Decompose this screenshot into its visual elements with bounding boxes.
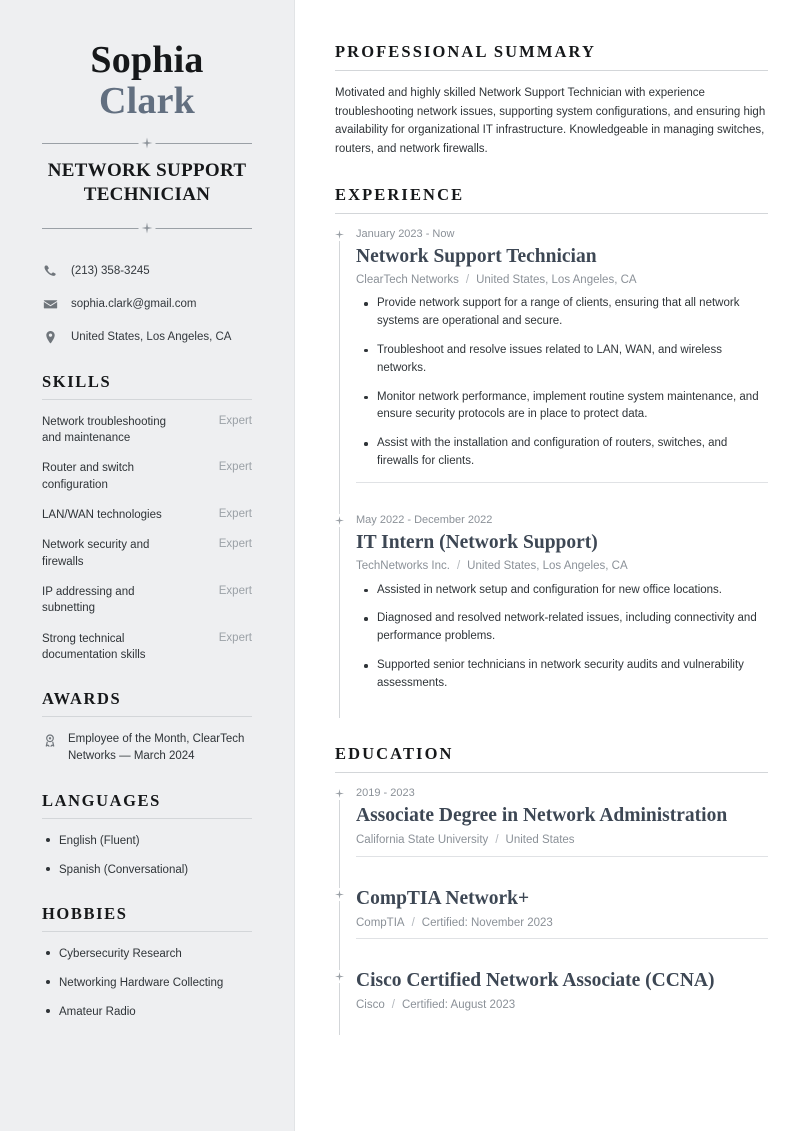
skill-level: Expert: [218, 584, 252, 597]
experience-heading-rule: [335, 213, 768, 214]
star-marker-icon: [335, 514, 344, 527]
skill-name: IP addressing and subnetting: [42, 585, 135, 615]
hobby-item: Networking Hardware Collecting: [42, 975, 252, 991]
skill-item: [42, 584, 252, 617]
language-item: English (Fluent): [42, 833, 252, 849]
skill-item: [42, 537, 252, 570]
job-headline: NETWORK SUPPORT TECHNICIAN: [47, 160, 247, 206]
experience-bullet: Supported senior technicians in network security audits and vulnerability assessments.: [356, 657, 768, 693]
section-experience: [335, 185, 768, 718]
contact-phone-value: (213) 358-3245: [71, 264, 150, 277]
skill-level: Expert: [218, 461, 252, 474]
experience-company: ClearTech Networks: [356, 273, 459, 286]
languages-list: [42, 833, 252, 878]
education-detail: Certified: August 2023: [401, 999, 516, 1012]
experience-timeline: [335, 227, 768, 718]
name-block: [42, 40, 252, 122]
skill-name: Strong technical documentation skills: [42, 632, 146, 661]
education-institution: CompTIA: [356, 916, 405, 929]
experience-item: [356, 227, 768, 513]
education-institution: Cisco: [356, 999, 385, 1012]
experience-heading: EXPERIENCE: [335, 184, 465, 204]
skill-level: Expert: [218, 508, 252, 520]
skills-heading-rule: [42, 399, 252, 400]
education-heading: EDUCATION: [335, 743, 454, 763]
skill-item: [42, 507, 252, 523]
skill-item: [42, 460, 252, 493]
section-awards: [42, 689, 252, 764]
sidebar: [0, 0, 295, 1131]
skill-level: Expert: [218, 631, 252, 644]
last-name: Clark: [99, 80, 195, 123]
section-education: [335, 744, 768, 1035]
summary-heading: PROFESSIONAL SUMMARY: [335, 42, 596, 61]
meta-separator: /: [411, 916, 415, 929]
skill-name: LAN/WAN technologies: [42, 509, 162, 521]
education-meta: [356, 833, 768, 849]
skill-level: Expert: [218, 414, 252, 427]
awards-heading-rule: [42, 716, 252, 717]
education-divider: [356, 938, 768, 939]
education-title: Cisco Certified Network Associate (CCNA): [356, 970, 715, 992]
star-marker-icon: [335, 228, 344, 241]
skill-name: Network troubleshooting and maintenance: [42, 415, 167, 445]
education-title: Associate Degree in Network Administration: [356, 804, 728, 826]
contact-phone[interactable]: [42, 263, 252, 280]
experience-bullet: Diagnosed and resolved network-related issues, including connectivity and performance problems.: [356, 610, 768, 646]
experience-bullet: Assisted in network setup and configuration for new office locations.: [356, 582, 768, 600]
contact-email[interactable]: [42, 296, 252, 313]
skills-heading: SKILLS: [42, 371, 112, 391]
education-meta: [356, 998, 768, 1014]
education-timeline: [335, 786, 768, 1035]
star-marker-icon: [335, 787, 344, 800]
experience-title: IT Intern (Network Support): [356, 532, 598, 554]
education-item: [356, 969, 768, 1035]
skill-item: [42, 631, 252, 664]
award-text: Employee of the Month, ClearTech Networks — March 2024: [68, 733, 245, 762]
hobbies-list: [42, 946, 252, 1020]
email-icon: [42, 296, 59, 313]
contact-list: [42, 263, 252, 346]
education-date: 2019 - 2023: [356, 786, 415, 799]
skill-item: [42, 414, 252, 447]
section-skills: [42, 372, 252, 664]
education-heading-rule: [335, 772, 768, 773]
experience-bullet: Troubleshoot and resolve issues related to LAN, WAN, and wireless networks.: [356, 342, 768, 378]
hobby-item: Amateur Radio: [42, 1004, 252, 1020]
skill-level: Expert: [218, 538, 252, 551]
location-pin-icon: [42, 329, 59, 346]
education-title: CompTIA Network+: [356, 887, 530, 909]
skill-name: Network security and firewalls: [42, 539, 150, 568]
experience-location: United States, Los Angeles, CA: [467, 560, 628, 573]
education-item: [356, 786, 768, 887]
experience-bullet: Assist with the installation and configuration of routers, switches, and firewalls for clients.: [356, 435, 768, 471]
first-name: Sophia: [90, 39, 204, 81]
contact-location-value: United States, Los Angeles, CA: [71, 330, 232, 343]
experience-title: Network Support Technician: [356, 245, 597, 267]
section-languages: [42, 791, 252, 878]
award-medal-icon: [42, 732, 58, 748]
education-detail: Certified: November 2023: [421, 916, 553, 929]
star-ornament-icon: [139, 223, 156, 234]
education-institution: California State University: [356, 833, 489, 846]
languages-heading-rule: [42, 818, 252, 819]
meta-separator: /: [456, 560, 461, 573]
experience-date: May 2022 - December 2022: [356, 513, 493, 526]
meta-separator: /: [391, 999, 395, 1012]
contact-location[interactable]: [42, 329, 252, 346]
languages-heading: LANGUAGES: [42, 790, 161, 810]
education-meta: [356, 916, 768, 932]
experience-bullets: [356, 582, 768, 693]
education-item: [356, 887, 768, 970]
experience-location: United States, Los Angeles, CA: [476, 273, 637, 286]
experience-divider: [356, 482, 768, 483]
phone-icon: [42, 263, 59, 280]
section-professional-summary: [335, 42, 768, 159]
star-marker-icon: [335, 888, 344, 901]
divider-bottom: [42, 222, 252, 235]
star-marker-icon: [335, 970, 344, 983]
skill-name: Router and switch configuration: [42, 462, 135, 491]
award-item: [42, 731, 252, 764]
language-item: Spanish (Conversational): [42, 862, 252, 878]
experience-meta: [356, 559, 768, 575]
hobby-item: Cybersecurity Research: [42, 946, 252, 962]
meta-separator: /: [465, 273, 470, 286]
education-divider: [356, 856, 768, 857]
section-hobbies: [42, 904, 252, 1020]
experience-bullets: [356, 295, 768, 471]
main-column: [295, 0, 800, 1131]
experience-date: January 2023 - Now: [356, 227, 455, 240]
hobbies-heading: HOBBIES: [42, 903, 128, 923]
experience-item: [356, 513, 768, 718]
summary-text: Motivated and highly skilled Network Support Technician with experience troubleshooting network issues, supporting system configurations, and ensuring high availability for organizational IT infrastructure. Knowledgeable in managing switches, routers, and network firewalls.: [335, 87, 766, 155]
experience-bullet: Provide network support for a range of clients, ensuring that all network systems are operational and secure.: [356, 295, 768, 331]
meta-separator: /: [495, 833, 499, 846]
experience-company: TechNetworks Inc.: [356, 560, 450, 573]
summary-heading-rule: [335, 70, 768, 71]
awards-heading: AWARDS: [42, 689, 122, 709]
education-detail: United States: [505, 833, 575, 846]
star-ornament-icon: [139, 137, 156, 148]
experience-meta: [356, 273, 768, 289]
hobbies-heading-rule: [42, 931, 252, 932]
experience-bullet: Monitor network performance, implement routine system maintenance, and ensure security protocols are in place to protect data.: [356, 389, 768, 425]
contact-email-value: sophia.clark@gmail.com: [71, 297, 197, 310]
divider-top: [42, 136, 252, 149]
